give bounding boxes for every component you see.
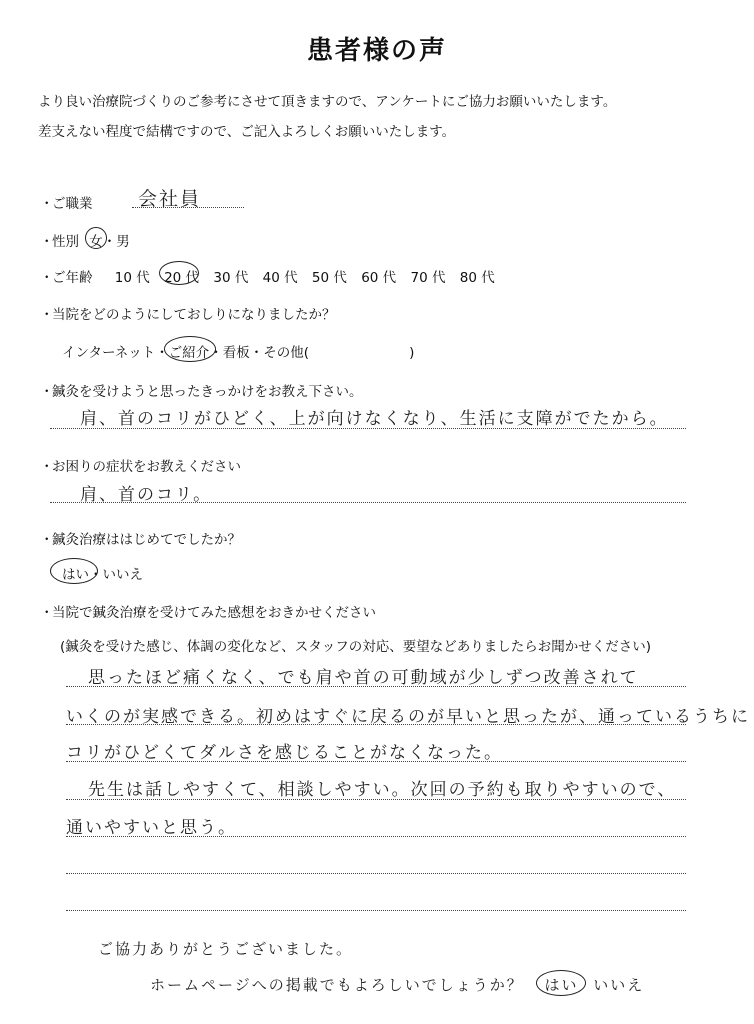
symptoms-question: ・お困りの症状をお教えください <box>40 459 241 475</box>
impression-line-1[interactable]: 思ったほど痛くなく、でも肩や首の可動域が少しずつ改善されて <box>88 668 639 688</box>
age-option-50[interactable]: 50 代 <box>311 270 347 286</box>
source-signboard[interactable]: 看板 <box>222 345 250 361</box>
age-selected-circle <box>159 261 199 285</box>
closing-hp-question: ホームページへの掲載でもよろしいでしょうか？ はい いいえ <box>150 974 644 995</box>
impression-line-5[interactable]: 通いやすいと思う。 <box>66 818 237 838</box>
symptoms-answer-line <box>50 502 686 503</box>
first-time-question: ・鍼灸治療ははじめてでしたか？ <box>40 532 241 548</box>
impression-rule-5 <box>66 836 686 837</box>
first-time-yes[interactable]: はい <box>62 563 89 583</box>
occupation-row: ・ご職業 <box>40 196 93 212</box>
first-time-options: はい ・いいえ <box>62 563 143 583</box>
closing-yes[interactable]: はい <box>544 974 578 995</box>
source-internet[interactable]: インターネット <box>62 345 156 361</box>
source-other[interactable]: その他( <box>263 345 310 361</box>
impression-line-2[interactable]: いくのが実感できる。初めはすぐに戻るのが早いと思ったが、通っているうちに <box>66 707 750 727</box>
age-option-80[interactable]: 80 代 <box>459 270 495 286</box>
impression-rule-7 <box>66 910 686 911</box>
gender-sep: ・ <box>102 234 117 250</box>
gender-label: 性別 <box>52 234 79 250</box>
age-label: ご年齢 <box>52 270 93 286</box>
impression-rule-6 <box>66 873 686 874</box>
symptoms-answer[interactable]: 肩、首のコリ。 <box>80 485 213 505</box>
intro-line-1: より良い治療院づくりのご参考にさせて頂きますので、アンケートにご協力お願いいたします。 <box>38 94 617 110</box>
age-row: ・ご年齢 10 代 20 代 30 代 40 代 50 代 60 代 70 代 80 代 <box>40 266 505 286</box>
page-title: 患者様の声 <box>306 36 447 66</box>
motivation-answer-line <box>50 428 686 429</box>
age-option-60[interactable]: 60 代 <box>361 270 397 286</box>
impression-rule-2 <box>66 724 686 725</box>
gender-row: ・性別 女 ・男 <box>40 230 130 250</box>
gender-female-option[interactable]: 女 <box>89 230 103 250</box>
age-option-20[interactable]: 20 代 <box>164 266 199 286</box>
source-selected-circle <box>164 336 216 362</box>
age-option-40[interactable]: 40 代 <box>262 270 298 286</box>
impression-rule-1 <box>66 686 686 687</box>
motivation-question: ・鍼灸を受けようと思ったきっかけをお教え下さい。 <box>40 384 363 400</box>
source-question: ・当院をどのようにしておしりになりましたか？ <box>40 307 336 323</box>
impression-rule-4 <box>66 799 686 800</box>
impression-line-4[interactable]: 先生は話しやすくて、相談しやすい。次回の予約も取りやすいので、 <box>88 780 677 800</box>
intro-line-2: 差支えない程度で結構ですので、ご記入よろしくお願いいたします。 <box>38 124 456 140</box>
closing-no[interactable]: いいえ <box>593 976 645 994</box>
first-time-no[interactable]: いいえ <box>102 567 143 583</box>
source-options: インターネット・ご紹介 ・看板・その他( ) <box>62 341 414 361</box>
impression-line-3[interactable]: コリがひどくてダルさを感じることがなくなった。 <box>66 743 503 763</box>
impression-hint: (鍼灸を受けた感じ、体調の変化など、スタッフの対応、要望などありましたらお聞かせください) <box>60 639 652 655</box>
impression-rule-3 <box>66 761 686 762</box>
first-time-selected-circle <box>50 558 98 584</box>
age-option-70[interactable]: 70 代 <box>410 270 446 286</box>
occupation-answer-line <box>132 207 244 208</box>
impression-question: ・当院で鍼灸治療を受けてみた感想をおきかせください <box>40 605 376 621</box>
age-option-30[interactable]: 30 代 <box>213 270 249 286</box>
age-option-10[interactable]: 10 代 <box>114 270 150 286</box>
motivation-answer[interactable]: 肩、首のコリがひどく、上が向けなくなり、生活に支障がでたから。 <box>80 409 669 429</box>
source-referral[interactable]: ご紹介 <box>169 341 210 361</box>
closing-thanks: ご協力ありがとうございました。 <box>98 940 354 958</box>
occupation-label: ご職業 <box>52 196 93 212</box>
closing-selected-circle <box>536 970 586 996</box>
occupation-answer[interactable]: 会社員 <box>138 188 202 210</box>
gender-male-option[interactable]: 男 <box>116 234 130 250</box>
